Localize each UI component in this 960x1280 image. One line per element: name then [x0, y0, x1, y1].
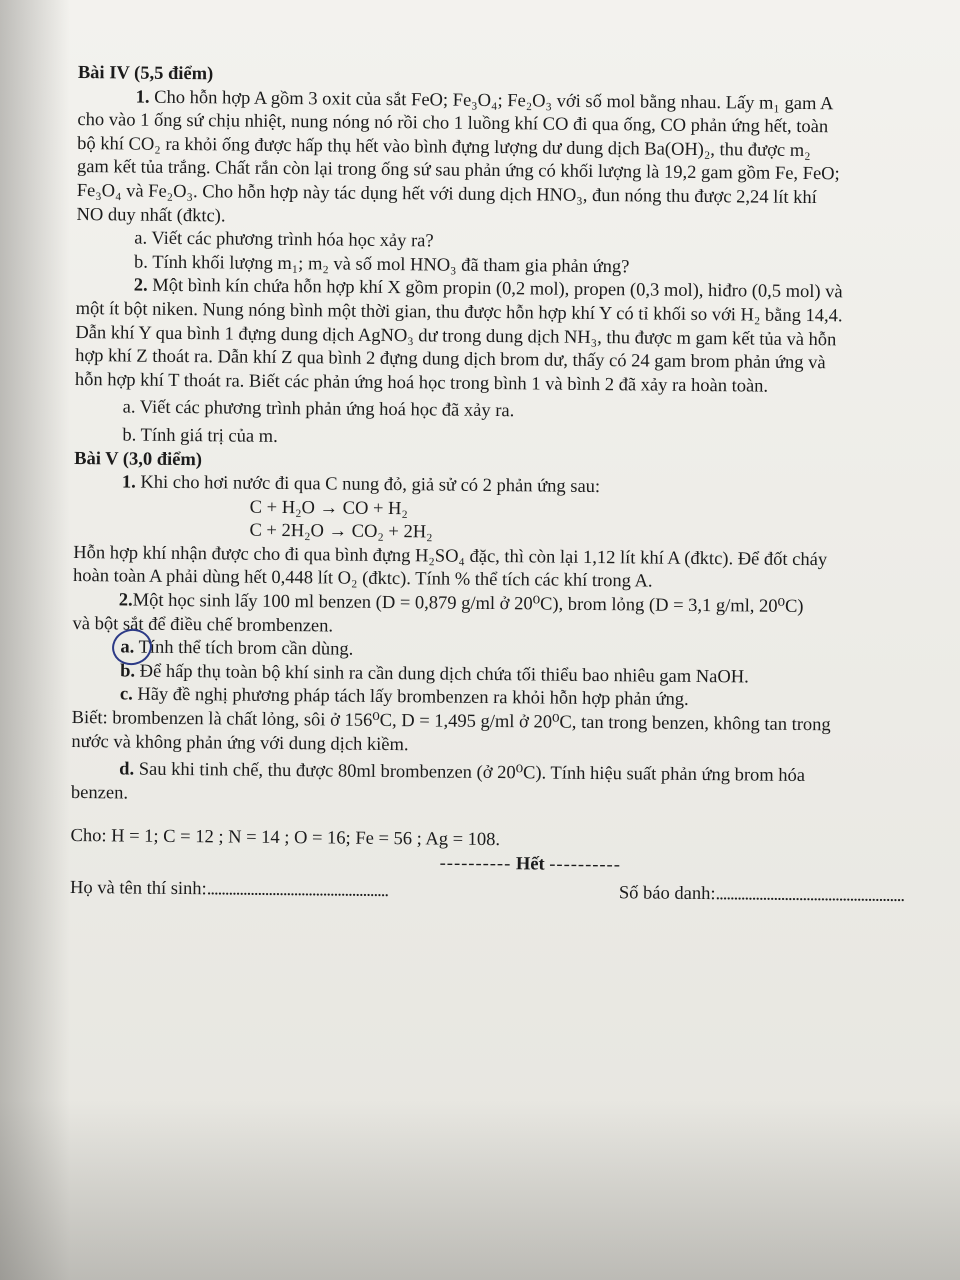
- sub-question-a: a. Viết các phương trình phản ứng hoá học đã xảy ra.: [122, 397, 515, 422]
- question-text: Fe₃O₄ và Fe₂O₃. Cho hỗn hợp này tác dụng hết với dung dịch HNO₃, đun nóng thu được 2,24 lít khí: [76, 180, 817, 209]
- page-shadow-bottom: [0, 1100, 960, 1280]
- question-text: cho vào 1 ống sứ chịu nhiệt, nung nóng nó rồi cho 1 luồng khí CO đi qua ống, CO phản ứng hết, toàn: [77, 110, 829, 138]
- question-text: và bột sắt để điều chế brombenzen.: [72, 613, 334, 637]
- sub-question-d-cont: benzen.: [70, 782, 129, 804]
- sub-question-label: c.: [119, 684, 133, 705]
- candidate-info: [70, 877, 930, 909]
- candidate-number-field: Số báo danh:....................................................: [618, 882, 905, 906]
- bai-v-question-2: [71, 589, 933, 814]
- question-text: Dẫn khí Y qua bình 1 đựng dung dịch AgNO₃ dư trong dung dịch NH₃, thu được m gam kết tủa và hỗn: [75, 322, 837, 350]
- sub-question-b: b. Tính khối lượng m₁; m₂ và số mol HNO₃ đã tham gia phản ứng?: [133, 252, 630, 278]
- note-text: nước và không phản ứng với dung dịch kiềm.: [71, 731, 409, 755]
- bai-v-question-1: [73, 471, 934, 597]
- sub-question-c: Hãy đề nghị phương pháp tách lấy brombenzen ra khỏi hỗn hợp phản ứng.: [137, 685, 689, 711]
- question-text: hợp khí Z thoát ra. Dẫn khí Z qua bình 2 đựng dung dịch brom dư, thấy có 24 gam brom phản ứng và: [75, 346, 826, 374]
- candidate-name-field: Họ và tên thí sinh:..................................................: [69, 877, 389, 901]
- question-text: Một bình kín chứa hỗn hợp khí X gồm propin (0,2 mol), propen (0,3 mol), hiđro (0,5 mol) và: [152, 276, 843, 303]
- page-shadow-left: [0, 0, 70, 1280]
- sub-question-b: b. Tính giá trị của m.: [122, 425, 278, 447]
- atomic-masses: Cho: H = 1; C = 12 ; N = 14 ; O = 16; Fe = 56 ; Ag = 108.: [70, 826, 501, 851]
- question-text: Một học sinh lấy 100 ml benzen (D = 0,879 g/ml ở 20⁰C), brom lỏng (D = 3,1 g/ml, 20⁰C): [132, 590, 804, 618]
- question-text: hỗn hợp khí T thoát ra. Biết các phản ứng hoá học trong bình 1 và bình 2 đã xảy ra hoàn toàn.: [74, 369, 769, 397]
- sub-question-b: Để hấp thụ toàn bộ khí sinh ra cần dung dịch chứa tối thiểu bao nhiêu gam NaOH.: [139, 661, 749, 688]
- sub-question-d: Sau khi tinh chế, thu được 80ml brombenzen (ở 20⁰C). Tính hiệu suất phản ứng brom hóa: [138, 759, 806, 787]
- sub-question-label: d.: [119, 759, 135, 780]
- section-title-bai-iv: Bài IV (5,5 điểm): [77, 62, 214, 85]
- question-text: Hỗn hợp khí nhận được cho đi qua bình đựng H₂SO₄ đặc, thì còn lại 1,12 lít khí A (đktc). Để đốt cháy: [73, 542, 828, 571]
- sub-question-a: Tính thể tích brom cần dùng.: [138, 637, 354, 660]
- question-text: hoàn toàn A phải dùng hết 0,448 lít O₂ (đktc). Tính % thể tích các khí trong A.: [72, 566, 653, 593]
- question-text: NO duy nhất (đktc).: [76, 204, 226, 226]
- question-number: 1.: [121, 472, 136, 493]
- question-text: Cho hỗn hợp A gồm 3 oxit của sắt FeO; Fe₃O₄; Fe₂O₃ với số mol bằng nhau. Lấy m₁ gam A: [154, 87, 834, 114]
- bai-iv-question-1: [76, 86, 938, 283]
- sub-question-a: a. Viết các phương trình hóa học xảy ra?: [134, 228, 434, 252]
- equation-1: C + H₂O → CO + H₂: [249, 497, 408, 519]
- end-marker: ---------- Hết ----------: [439, 853, 622, 876]
- question-text: gam kết tủa trắng. Chất rắn còn lại trong ống sứ sau phản ứng có khối lượng là 19,2 gam gồm Fe, FeO;: [76, 157, 840, 185]
- bai-iv-question-2: [74, 274, 936, 455]
- question-number: 2.: [133, 275, 148, 297]
- question-number: 2.: [118, 590, 133, 611]
- question-number: 1.: [135, 87, 150, 108]
- question-text: bộ khí CO₂ ra khỏi ống được hấp thụ hết vào bình đựng lượng dư dung dịch Ba(OH)₂, thu được m₂: [77, 133, 811, 161]
- sub-question-label: b.: [120, 661, 136, 682]
- section-title-bai-v: Bài V (3,0 điểm): [74, 448, 203, 470]
- exam-content: [70, 62, 938, 908]
- equation-2: C + 2H₂O → CO₂ + 2H₂: [249, 520, 433, 543]
- question-text: Khi cho hơi nước đi qua C nung đỏ, giả sử có 2 phản ứng sau:: [140, 472, 601, 498]
- note-text: Biết: brombenzen là chất lỏng, sôi ở 156⁰C, D = 1,495 g/ml ở 20⁰C, tan trong benzen, không tan trong: [71, 708, 831, 736]
- question-text: một ít bột niken. Nung nóng bình một thời gian, thu được hỗn hợp khí Y có tỉ khối so với H₂ bằng 14,4.: [75, 298, 843, 327]
- sub-question-label: a.: [120, 637, 135, 658]
